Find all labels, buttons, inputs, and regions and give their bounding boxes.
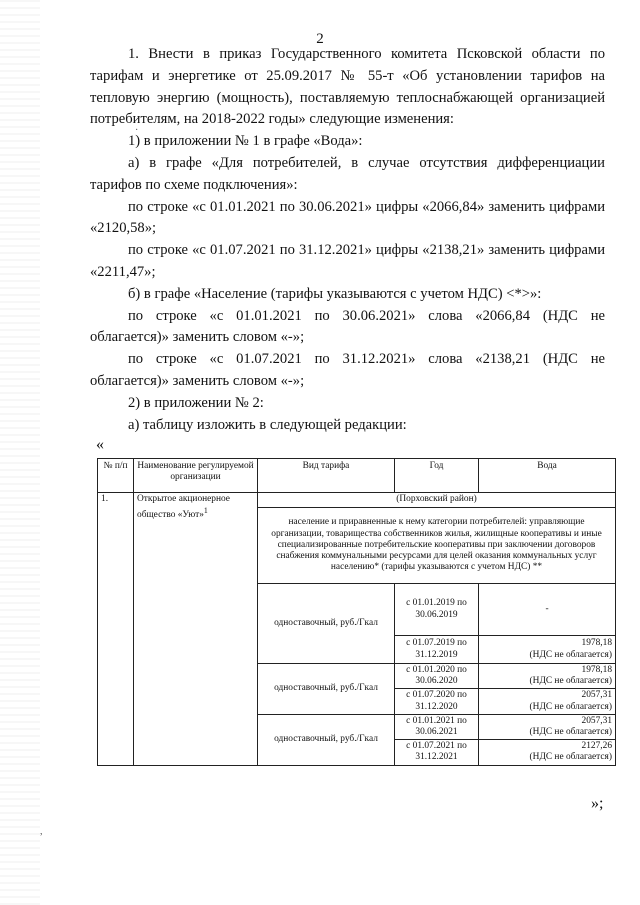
page-number: 2 [316, 31, 324, 47]
water-value-cell [479, 636, 616, 664]
period-cell: с 01.01.2020 по 30.06.2020 [395, 664, 479, 689]
water-value-cell [479, 584, 616, 636]
vat-note: (НДС не облагается) [529, 727, 612, 738]
document-body [90, 44, 605, 436]
tariff-type-cell: одноставочный, руб./Гкал [258, 664, 395, 715]
scan-edge-artifact [0, 0, 40, 905]
closing-quote: »; [591, 795, 604, 812]
vat-note: (НДС не облагается) [529, 649, 612, 660]
paragraph-amendment-intro: 1. Внести в приказ Государственного комитета Псковской области по тарифам и энергетике от 25.09.2017 № 55-т «Об установлении тарифов на тепловую энергию (мощность), поставляемую теплоснабжающей организацией потребителям, на 2018-2022 годы» следующие изменения: [90, 46, 605, 128]
tariff-type-cell: одноставочный, руб./Гкал [258, 584, 395, 664]
water-value: 2127,26 [581, 741, 612, 752]
period-cell: с 01.07.2019 по 31.12.2019 [395, 636, 479, 664]
paragraph-subpoint-a: а) в графе «Для потребителей, в случае отсутствия дифференциации тарифов по схеме подключения»: [90, 154, 605, 193]
header-organization: Наименование регулируемой организации [134, 459, 258, 493]
paragraph-population-h1-2021: по строке «с 01.01.2021 по 30.06.2021» слова «2066,84 (НДС не облагается)» заменить словом «-»; [90, 307, 605, 346]
water-value: 1978,18 [581, 638, 612, 649]
water-value-cell [479, 714, 616, 739]
opening-quote: « [96, 436, 104, 453]
table-row [98, 493, 616, 508]
paragraph-row-h1-2021: по строке «с 01.01.2021 по 30.06.2021» цифры «2066,84» заменить цифрами «2120,58»; [90, 198, 605, 237]
paragraph-appendix-1: 1) в приложении № 1 в графе «Вода»: [128, 133, 363, 150]
header-tariff-type: Вид тарифа [258, 459, 395, 493]
district-cell: (Порховский район) [258, 493, 616, 508]
tariff-type-cell: одноставочный, руб./Гкал [258, 714, 395, 765]
organization-cell [134, 493, 258, 766]
organization-name: Открытое акционерное общество «Уют» [137, 494, 230, 521]
paragraph-table-edit: а) таблицу изложить в следующей редакции: [128, 416, 407, 433]
row-number-cell: 1. [98, 493, 134, 766]
period-cell: с 01.07.2021 по 31.12.2021 [395, 740, 479, 765]
water-value-cell [479, 664, 616, 689]
vat-note: (НДС не облагается) [529, 701, 612, 712]
period-cell: с 01.01.2019 по 30.06.2019 [395, 584, 479, 636]
period-cell: с 01.07.2020 по 31.12.2020 [395, 689, 479, 714]
water-value: 1978,18 [581, 665, 612, 675]
period-cell: с 01.01.2021 по 30.06.2021 [395, 714, 479, 739]
table-header-row [98, 459, 616, 493]
paragraph-appendix-2: 2) в приложении № 2: [128, 394, 264, 411]
header-water: Вода [479, 459, 616, 493]
scan-speck: , [40, 826, 43, 837]
paragraph-subpoint-b: б) в графе «Население (тарифы указываются с учетом НДС) <*>»: [128, 285, 542, 302]
header-year: Год [395, 459, 479, 493]
water-value: 2057,31 [581, 690, 612, 701]
water-value: 2057,31 [581, 715, 612, 726]
water-value: - [545, 603, 549, 614]
paragraph-row-h2-2021: по строке «с 01.07.2021 по 31.12.2021» цифры «2138,21» заменить цифрами «2211,47»; [90, 242, 605, 280]
water-value-cell [479, 689, 616, 714]
organization-footnote-mark: 1 [203, 506, 208, 516]
vat-note: (НДС не облагается) [529, 752, 612, 763]
scan-speck: · [135, 125, 139, 136]
consumer-category-cell: население и приравненные к нему категории потребителей: управляющие организации, товарищества собственников жилья, жилищные кооперативы и иные специализированные потребительские кооперативы при заключении договоров снабжения коммунальными ресурсами для целей оказания коммунальных услуг населению* (тарифы указываются с учетом НДС) ** [258, 508, 616, 584]
header-number: № п/п [98, 459, 134, 493]
tariff-table [97, 458, 616, 766]
vat-note: (НДС не облагается) [529, 676, 612, 687]
water-value-cell [479, 740, 616, 765]
paragraph-population-h2-2021: по строке «с 01.07.2021 по 31.12.2021» слова «2138,21 (НДС не облагается)» заменить словом «-»; [90, 351, 605, 389]
